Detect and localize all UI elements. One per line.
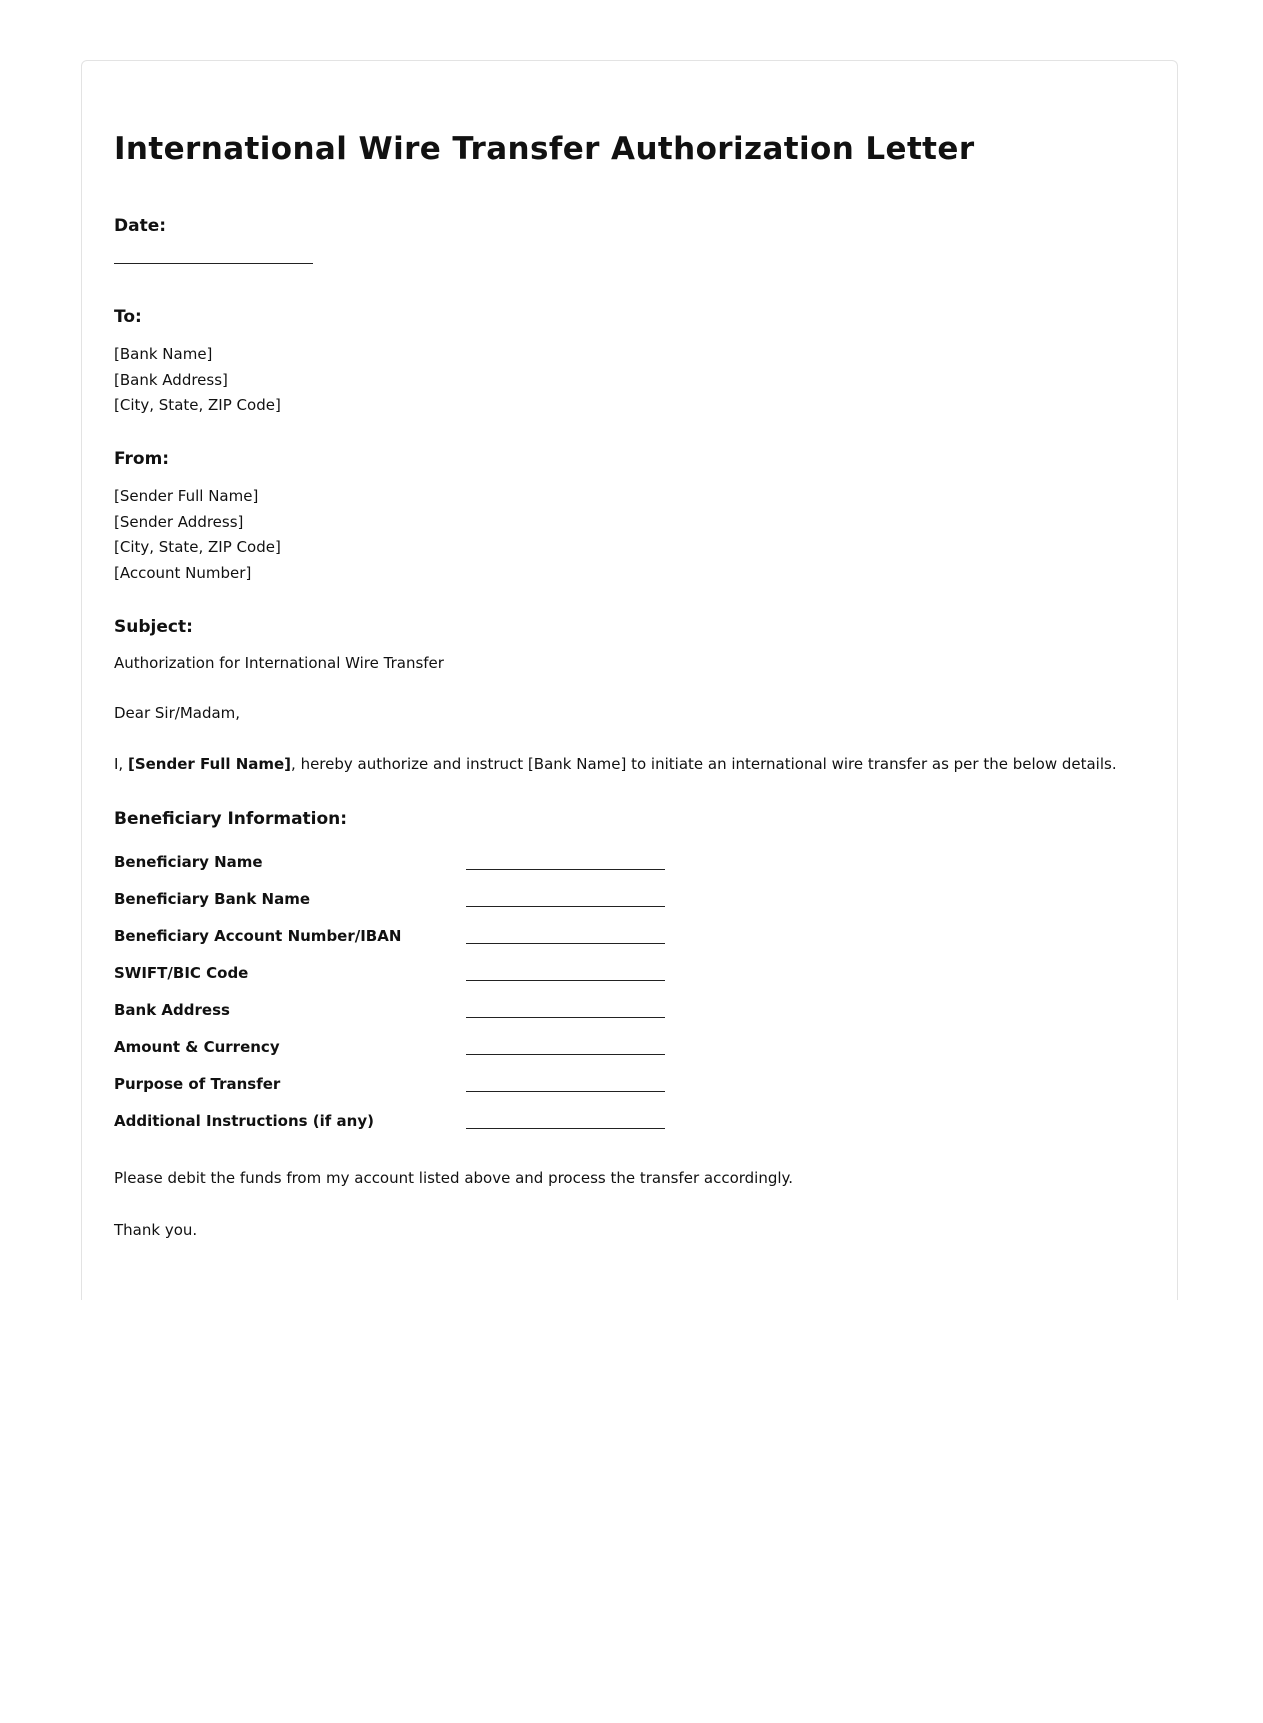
field-label-purpose: Purpose of Transfer: [114, 1075, 281, 1093]
date-field-line[interactable]: [114, 263, 313, 264]
field-label-beneficiary-bank-name: Beneficiary Bank Name: [114, 890, 311, 908]
from-line: [Sender Full Name]: [114, 487, 259, 505]
purpose-field[interactable]: [466, 1091, 665, 1092]
to-address-block: [114, 342, 281, 419]
subject-text: Authorization for International Wire Transfer: [114, 654, 444, 672]
field-label-beneficiary-name: Beneficiary Name: [114, 853, 263, 871]
beneficiary-bank-name-field[interactable]: [466, 906, 665, 907]
to-label: To:: [114, 307, 142, 327]
letter-card: [81, 60, 1178, 1300]
date-label: Date:: [114, 216, 167, 236]
to-line: [City, State, ZIP Code]: [114, 396, 281, 414]
authorization-prefix: I,: [114, 755, 128, 773]
closing-instruction: Please debit the funds from my account listed above and process the transfer accordingly.: [114, 1169, 794, 1187]
field-label-account-number-iban: Beneficiary Account Number/IBAN: [114, 927, 402, 945]
from-line: [City, State, ZIP Code]: [114, 538, 281, 556]
field-label-bank-address: Bank Address: [114, 1001, 230, 1019]
authorization-paragraph: [114, 755, 1117, 773]
closing: Thank you.: [114, 1221, 198, 1239]
from-line: [Sender Address]: [114, 512, 244, 531]
to-line: [Bank Address]: [114, 370, 228, 389]
swift-bic-field[interactable]: [466, 980, 665, 981]
additional-instructions-field[interactable]: [466, 1128, 665, 1129]
beneficiary-heading: Beneficiary Information:: [114, 809, 348, 829]
sender-name-bold: [Sender Full Name]: [127, 755, 292, 773]
from-line: [Account Number]: [114, 563, 252, 582]
from-address-block: [114, 484, 281, 586]
beneficiary-name-field[interactable]: [466, 869, 665, 870]
amount-currency-field[interactable]: [466, 1054, 665, 1055]
from-label: From:: [114, 449, 170, 469]
to-line: [Bank Name]: [114, 345, 213, 363]
page-title: International Wire Transfer Authorization Letter: [114, 131, 975, 167]
salutation: Dear Sir/Madam,: [114, 704, 241, 722]
account-number-iban-field[interactable]: [466, 943, 665, 944]
authorization-suffix: , hereby authorize and instruct [Bank Name] to initiate an international wire transfer as per the below details.: [291, 755, 1117, 773]
field-label-additional-instructions: Additional Instructions (if any): [114, 1112, 374, 1130]
subject-label: Subject:: [114, 617, 193, 637]
field-label-swift-bic: SWIFT/BIC Code: [114, 964, 249, 982]
field-label-amount-currency: Amount & Currency: [114, 1038, 280, 1056]
bank-address-field[interactable]: [466, 1017, 665, 1018]
